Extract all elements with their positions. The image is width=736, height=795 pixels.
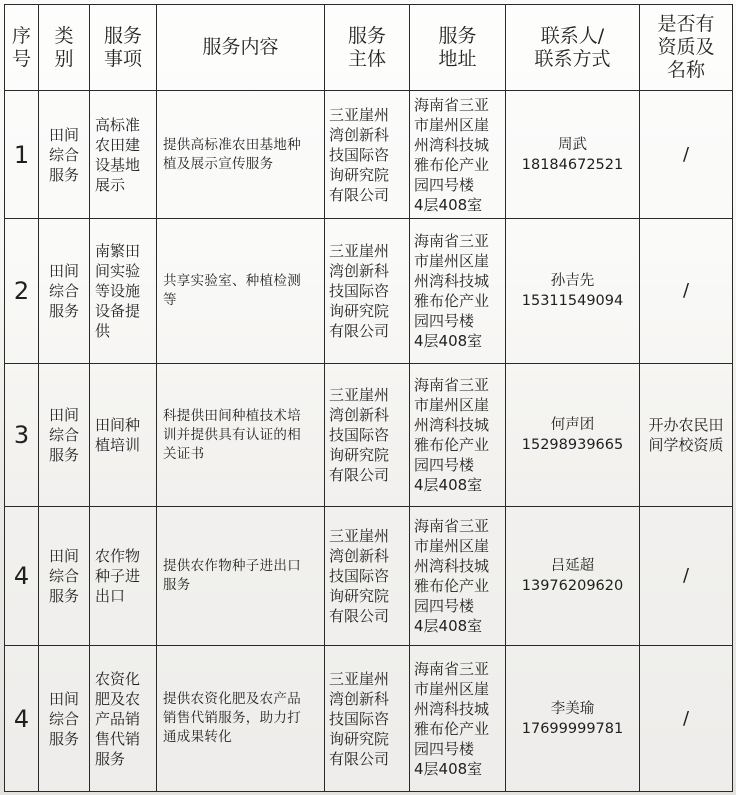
cell-category: 田间 综合 服务 — [39, 91, 90, 219]
cell-qualification: / — [640, 219, 733, 364]
cell-category: 田间 综合 服务 — [39, 507, 90, 646]
cell-category: 田间 综合 服务 — [39, 219, 90, 364]
cell-address: 海南省三亚 市崖州区崖 州湾科技城 雅布伦产业 园四号楼 4层408室 — [410, 646, 506, 792]
cell-category: 田间 综合 服务 — [39, 364, 90, 507]
cell-provider: 三亚崖州 湾创新科 技国际咨 询研究院 有限公司 — [325, 507, 410, 646]
cell-content: 提供高标准农田基地种 植及展示宣传服务 — [157, 91, 325, 219]
header-row — [5, 5, 733, 91]
contact-phone: 15298939665 — [521, 437, 624, 453]
contact-phone: 17699999781 — [521, 720, 624, 737]
cell-seq: 1 — [5, 91, 39, 219]
contact-name: 何声团 — [550, 417, 595, 433]
cell-seq: 3 — [5, 364, 39, 507]
table-row — [5, 219, 733, 364]
contact-phone: 13976209620 — [521, 578, 624, 594]
contact-name: 吕延超 — [550, 558, 595, 574]
cell-provider: 三亚崖州 湾创新科 技国际咨 询研究院 有限公司 — [325, 219, 410, 364]
cell-item: 南繁田 间实验 等设施 设备提 供 — [90, 219, 157, 364]
table-row — [5, 646, 733, 792]
cell-seq: 4 — [5, 646, 39, 792]
cell-contact — [506, 364, 640, 507]
cell-provider: 三亚崖州 湾创新科 技国际咨 询研究院 有限公司 — [325, 91, 410, 219]
cell-contact — [506, 219, 640, 364]
cell-qualification: / — [640, 91, 733, 219]
cell-contact — [506, 646, 640, 792]
header-content: 服务内容 — [157, 5, 325, 91]
header-item: 服务 事项 — [90, 5, 157, 91]
contact-phone: 15311549094 — [521, 293, 624, 309]
header-address: 服务 地址 — [410, 5, 506, 91]
cell-item: 农资化 肥及农 产品销 售代销 服务 — [90, 646, 157, 792]
cell-contact — [506, 507, 640, 646]
cell-item: 田间种 植培训 — [90, 364, 157, 507]
cell-address: 海南省三亚 市崖州区崖 州湾科技城 雅布伦产业 园四号楼 4层408室 — [410, 507, 506, 646]
contact-name: 孙吉先 — [550, 273, 595, 289]
header-category: 类 别 — [39, 5, 90, 91]
cell-qualification: 开办农民田 间学校资质 — [640, 364, 733, 507]
cell-content: 提供农资化肥及农产品 销售代销服务，助力打 通成果转化 — [157, 646, 325, 792]
cell-content: 提供农作物种子进出口 服务 — [157, 507, 325, 646]
cell-category: 田间 综合 服务 — [39, 646, 90, 792]
cell-item: 农作物 种子进 出口 — [90, 507, 157, 646]
header-contact: 联系人/ 联系方式 — [506, 5, 640, 91]
header-qualification: 是否有 资质及 名称 — [640, 5, 733, 91]
cell-address: 海南省三亚 市崖州区崖 州湾科技城 雅布伦产业 园四号楼 4层408室 — [410, 219, 506, 364]
cell-content: 科提供田间种植技术培 训并提供具有认证的相 关证书 — [157, 364, 325, 507]
cell-provider: 三亚崖州 湾创新科 技国际咨 询研究院 有限公司 — [325, 364, 410, 507]
cell-seq: 2 — [5, 219, 39, 364]
cell-seq: 4 — [5, 507, 39, 646]
cell-address: 海南省三亚 市崖州区崖 州湾科技城 雅布伦产业 园四号楼 4层408室 — [410, 364, 506, 507]
cell-item: 高标准 农田建 设基地 展示 — [90, 91, 157, 219]
header-provider: 服务 主体 — [325, 5, 410, 91]
header-seq: 序 号 — [5, 5, 39, 91]
cell-provider: 三亚崖州 湾创新科 技国际咨 询研究院 有限公司 — [325, 646, 410, 792]
service-table — [4, 4, 733, 792]
table-row — [5, 507, 733, 646]
contact-phone: 18184672521 — [521, 156, 624, 173]
cell-contact — [506, 91, 640, 219]
table-row — [5, 364, 733, 507]
cell-qualification: / — [640, 646, 733, 792]
cell-content: 共享实验室、种植检测 等 — [157, 219, 325, 364]
contact-name: 李美瑜 — [550, 700, 595, 717]
cell-address: 海南省三亚 市崖州区崖 州湾科技城 雅布伦产业 园四号楼 4层408室 — [410, 91, 506, 219]
cell-qualification: / — [640, 507, 733, 646]
table-row — [5, 91, 733, 219]
contact-name: 周武 — [558, 136, 587, 153]
